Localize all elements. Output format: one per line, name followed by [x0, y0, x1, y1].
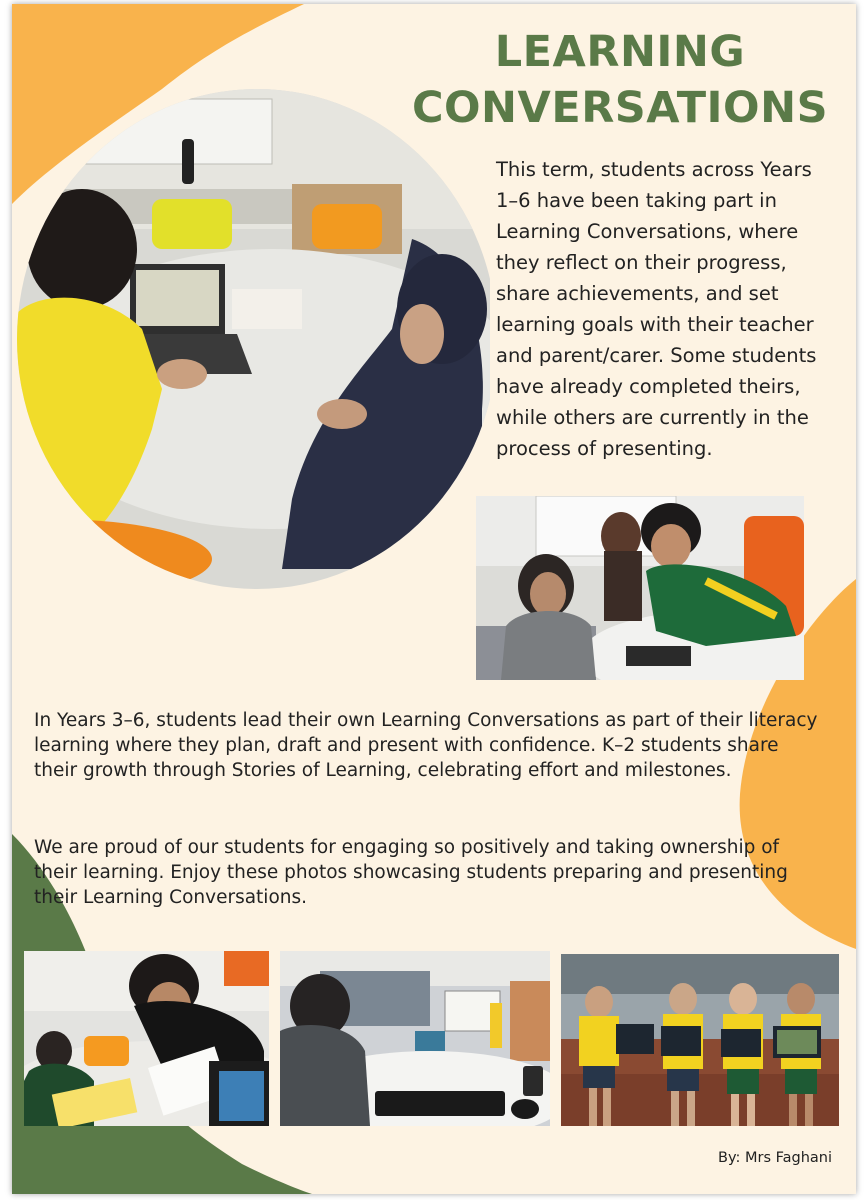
intro-paragraph: This term, students across Years 1–6 have been taking part in Learning Conversations, where they reflect on their progress, share achievements, and set learning goals with their teacher and parent/carer. Some students have already completed theirs, while others are currently in the process of presenting.	[496, 158, 817, 460]
photo-four-students-holding-laptops	[561, 954, 839, 1126]
body-paragraph-2: We are proud of our students for engaging so positively and taking ownership of their learning. Enjoy these photos showcasing students preparing and presenting their Learning Conversations.	[34, 837, 788, 908]
photo-classroom-presentation	[280, 951, 550, 1126]
photo-teacher-helping-student-write	[24, 951, 269, 1126]
photo-teacher-students-at-laptop	[476, 496, 804, 680]
title-line-1: LEARNING	[494, 27, 746, 77]
newsletter-page	[12, 4, 856, 1194]
title-line-2: CONVERSATIONS	[411, 83, 829, 133]
body-paragraph-1: In Years 3–6, students lead their own Learning Conversations as part of their literacy learning where they plan, draft and present with confidence. K–2 students share their growth through Stories of Learning, celebrating effort and milestones.	[34, 710, 818, 781]
author-byline: By: Mrs Faghani	[718, 1150, 832, 1166]
photo-student-laptop-with-teacher	[12, 89, 490, 594]
